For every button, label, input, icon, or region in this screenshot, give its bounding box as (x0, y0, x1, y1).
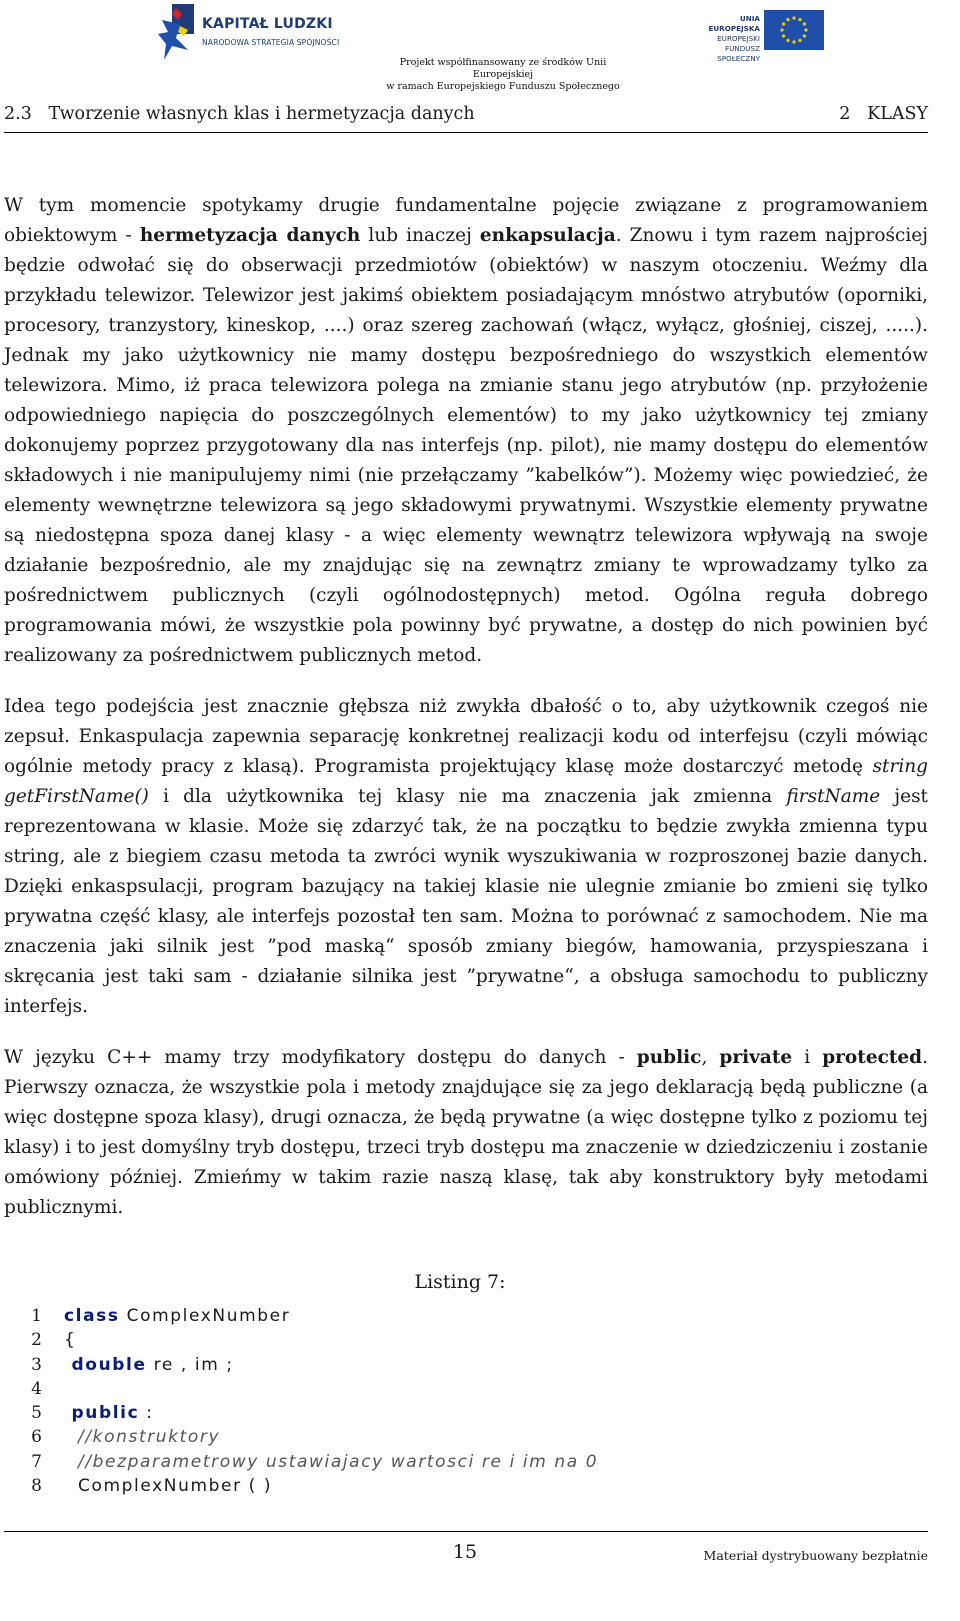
code-line (30, 1403, 910, 1427)
body-text (4, 191, 928, 1244)
brand-name: KAPITAŁ LUDZKI (202, 16, 333, 32)
p3-text-c: , (701, 1047, 720, 1068)
code-line (30, 1379, 910, 1403)
code-line (30, 1306, 910, 1330)
p3-text-e: . Pierwszy oznacza, że wszystkie pola i metody znajdujące się za jego deklaracją będą publiczne (a więc dostępne spoza klasy), drugi oznacza, że będą prywatne (a więc dostępne tylko z poziomu tej klasy) i to jest domyślny tryb dostępu, trzeci tryb dostępu ma znaczenie w dziedziczeniu i zostanie omówiony później. Zmieńmy w takim razie naszą klasę, tak aby konstruktory były metodami publicznymi. (4, 1047, 928, 1218)
eu-logo (700, 10, 850, 63)
p2-text-c: jest reprezentowana w klasie. Może się zdarzyć tak, że na początku to będzie zwykła zmienna typu string, ale z biegiem czasu metoda ta zwróci wynik wyszukiwania w rozproszonej bazie danych. Dzięki enkaspsulacji, program bazujący na takiej klasie nie ulegnie zmianie bo zmieni się tylko prywatna część klasy, ale interfejs pozostał ten sam. Można to porównać z samochodem. Nie ma znaczenia jaki silnik jest ”pod maską“ sposób zmiany biegów, hamowania, przyspieszana i skręcania jest taki sam - działanie silnika jest ”prywatne“, a obsługa samochodu to publiczny interfejs. (4, 786, 928, 1017)
footer-rule (4, 1531, 928, 1532)
code-text (64, 1355, 234, 1375)
line-number: 3 (31, 1354, 42, 1375)
kapital-ludzki-logo (158, 2, 358, 62)
page-number: 15 (452, 1541, 478, 1563)
p1-text-a: W tym momencie spotykamy drugie fundamentalne pojęcie związane z programowaniem obiektowym - (4, 195, 928, 246)
eu-logo-text (700, 14, 760, 64)
p1-text-c: lub inaczej (360, 225, 480, 246)
paragraph-3 (4, 1043, 928, 1223)
p2-text-b: i dla użytkownika tej klasy nie ma znaczenia jak zmienna (148, 786, 787, 807)
paragraph-2 (4, 692, 928, 1022)
code-text: { (64, 1330, 77, 1351)
eu-line-2: EUROPEJSKI (717, 34, 760, 43)
eu-flag-icon (764, 10, 824, 50)
eu-line-3: FUNDUSZ SPOŁECZNY (717, 44, 760, 63)
code-line (30, 1476, 910, 1500)
code-line (30, 1452, 910, 1476)
p3-text-a: W języku C++ mamy trzy modyfikatory dostępu do danych - (4, 1047, 637, 1068)
eu-line-1: UNIA EUROPEJSKA (708, 14, 760, 33)
term-private: private (719, 1047, 793, 1068)
line-number: 2 (31, 1330, 42, 1351)
footer-note: Materiał dystrybuowany bezpłatnie (703, 1548, 928, 1563)
line-number: 1 (31, 1306, 42, 1326)
line-number: 7 (31, 1451, 42, 1472)
code-rest: : (139, 1403, 154, 1424)
code-line (30, 1330, 910, 1354)
keyword: double (64, 1354, 147, 1375)
cofunding-line-2: w ramach Europejskiego Funduszu Społecznego (386, 81, 620, 92)
line-number: 6 (31, 1427, 42, 1448)
running-head (4, 104, 928, 133)
chapter-title: 2 KLASY (839, 104, 928, 124)
code-comment: //konstruktory (64, 1427, 221, 1448)
code-comment: //bezparametrowy ustawiajacy wartosci re i im na 0 (64, 1451, 599, 1472)
line-number: 5 (31, 1403, 42, 1424)
code-ref-firstname: firstName (786, 786, 881, 807)
code-text (64, 1306, 290, 1326)
code-line (30, 1427, 910, 1451)
code-text: ComplexNumber ( ) (64, 1476, 273, 1497)
keyword: public (64, 1403, 140, 1424)
term-hermetyzacja: hermetyzacja danych (139, 225, 361, 246)
code-rest: ComplexNumber (119, 1306, 291, 1326)
term-enkapsulacja: enkapsulacja (479, 225, 616, 246)
code-listing (30, 1306, 910, 1500)
cofunding-line-1: Projekt współfinansowany ze środków Unii Europejskiej (399, 57, 607, 80)
code-line (30, 1355, 910, 1379)
paragraph-1 (4, 191, 928, 671)
keyword: class (64, 1306, 120, 1326)
brand-subtitle: NARODOWA STRATEGIA SPÓJNOŚCI (202, 38, 340, 47)
star-logo-icon (158, 4, 196, 60)
code-rest: re , im ; (146, 1354, 234, 1375)
p2-text-a: Idea tego podejścia jest znacznie głębsza niż zwykła dbałość o to, aby użytkownik czegoś nie zepsuł. Enkaspulacja zapewnia separację konkretnej realizacji kodu od interfejsu (czyli mówiąc ogólnie metody pracy z klasą). Programista projektujący klasę może dostarczyć metodę (4, 696, 928, 777)
code-text (64, 1403, 154, 1423)
term-public: public (636, 1047, 702, 1068)
code-ref-getfirstname: string getFirstName() (4, 756, 928, 807)
line-number: 4 (31, 1378, 42, 1399)
header-banner (0, 0, 960, 95)
line-number: 8 (31, 1476, 42, 1497)
p3-text-d: i (792, 1047, 823, 1068)
section-title: 2.3 Tworzenie własnych klas i hermetyzacja danych (4, 104, 475, 124)
p1-text-d: . Znowu i tym razem najprościej będzie odwołać się do obserwacji przedmiotów (obiektów) w naszym otoczeniu. Weźmy dla przykładu telewizor. Telewizor jest jakimś obiektem posiadającym mnóstwo atrybutów (oporniki, procesory, tranzystory, kineskop, ....) oraz szereg zachowań (włącz, wyłącz, głośniej, ciszej, .....). Jednak my jako użytkownicy nie mamy dostępu bezpośredniego do wszystkich elementów telewizora. Mimo, iż praca telewizora polega na zmianie stanu jego atrybutów (np. przyłożenie odpowiedniego napięcia do poszczególnych elementów) to my jako użytkownicy tej zmiany dokonujemy poprzez przygotowany dla nas interfejs (np. pilot), nie mamy dostępu do elementów składowych i nie manipulujemy nimi (nie przełączamy ”kabelków”). Możemy więc powiedzieć, że elementy wewnętrzne telewizora są jego składowymi prywatnymi. Wszystkie elementy prywatne są niedostępna spoza danej klasy - a więc elementy wewnątrz telewizora wpływają na swoje działanie bezpośrednio, ale my znajdując się na zewnątrz zmiany te wprowadzamy tylko za pośrednictwem publicznych (czyli ogólnodostępnych) metod. Ogólna reguła dobrego programowania mówi, że wszystkie pola powinny być prywatne, a dostęp do nich powinien być realizowany za pośrednictwem publicznych metod. (4, 225, 928, 666)
cofunding-note (378, 57, 628, 93)
listing-title: Listing 7: (414, 1271, 506, 1293)
term-protected: protected (822, 1047, 923, 1068)
